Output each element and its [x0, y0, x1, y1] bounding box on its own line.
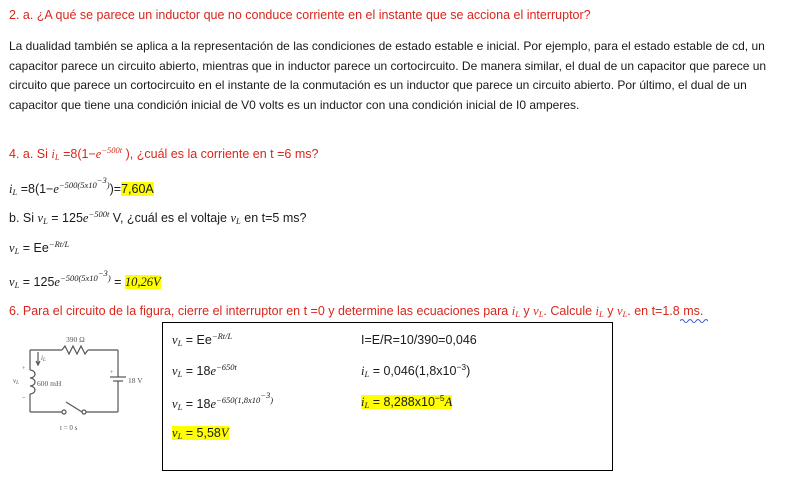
box-left-line-2: $v_L = 18e^{-650t}$ [172, 362, 237, 379]
question-4b-formula: $v_L = Ee^{-Rt/L}$ [9, 239, 70, 256]
svg-text:+: + [110, 370, 114, 376]
switch-symbol [66, 402, 82, 412]
result-4a: 7,60A [121, 182, 154, 196]
result-4b: 10,26V [124, 275, 161, 289]
question-4a-heading: 4. a. Si $i_L =8(1-e^{-500t}$ ), ¿cuál es la corriente en t =6 ms? [9, 145, 319, 162]
question-4b-heading: b. Si $v_L = 125e^{-500t}$ V, ¿cuál es el voltaje $v_L$ en t=5 ms? [9, 209, 307, 226]
box-right-line-3: $i_L = 8,288x10^{-5}A$ [361, 393, 453, 410]
question-6-answer-box [162, 322, 613, 471]
question-4a-calculation: $i_L =8(1-e^{-500(5x10^{-3})})=7,60A$ [9, 175, 154, 197]
question-6-heading: 6. Para el circuito de la figura, cierre el interruptor en t =0 y determine las ecuaciones para $i_L$ y $v_L$. Calcule $i_L$ y $v_L$. en t=1.8 ms. [9, 304, 704, 319]
resistor-symbol [62, 346, 88, 354]
box-left-line-4: $v_L = 5,58V$ [172, 426, 229, 441]
switch-label: t = 0 s [60, 424, 78, 432]
rl-circuit-diagram [10, 330, 150, 440]
answer-2-paragraph: La dualidad también se aplica a la representación de las condiciones de estado estable e inicial. Por ejemplo, para el estado estable de cd, un capacitor parece un circuito abierto, mientras que in inductor parece un cortocircuito. De manera similar, el dual de un capacitor que parece un circuito que parece un cortocircuito en el instante de la conmutación es un inductor que parece un circuito abierto. Por último, el dual de un capacitor que tiene una condición inicial de V0 volts es un inductor con una condición inicial de I0 amperes. [9, 39, 767, 112]
box-left-line-3: $v_L = 18e^{-650(1,8x10^{-3})}$ [172, 390, 274, 412]
inductor-symbol [30, 370, 35, 394]
svg-text:vL: vL [13, 377, 19, 386]
question-2-heading: 2. a. ¿A qué se parece un inductor que no conduce corriente en el instante que se acciona el interruptor? [9, 8, 591, 22]
box-right-line-2: $i_L = 0,046(1,8x10^{-3})$ [361, 362, 471, 379]
question-4b-calculation: $v_L = 125e^{-500(5x10^{-3})} = 10,26V$ [9, 268, 161, 290]
source-label: 18 V [128, 376, 143, 385]
svg-text:+: + [22, 366, 26, 372]
svg-text:iL: iL [41, 354, 46, 363]
box-left-line-1: $v_L = Ee^{-Rt/L}$ [172, 331, 233, 348]
resistor-label: 390 Ω [66, 335, 85, 344]
spellcheck-underline [680, 318, 708, 324]
box-right-line-1: I=E/R=10/390=0,046 [361, 333, 477, 347]
inductor-label: 600 mH [37, 379, 62, 388]
svg-text:−: − [22, 394, 26, 402]
